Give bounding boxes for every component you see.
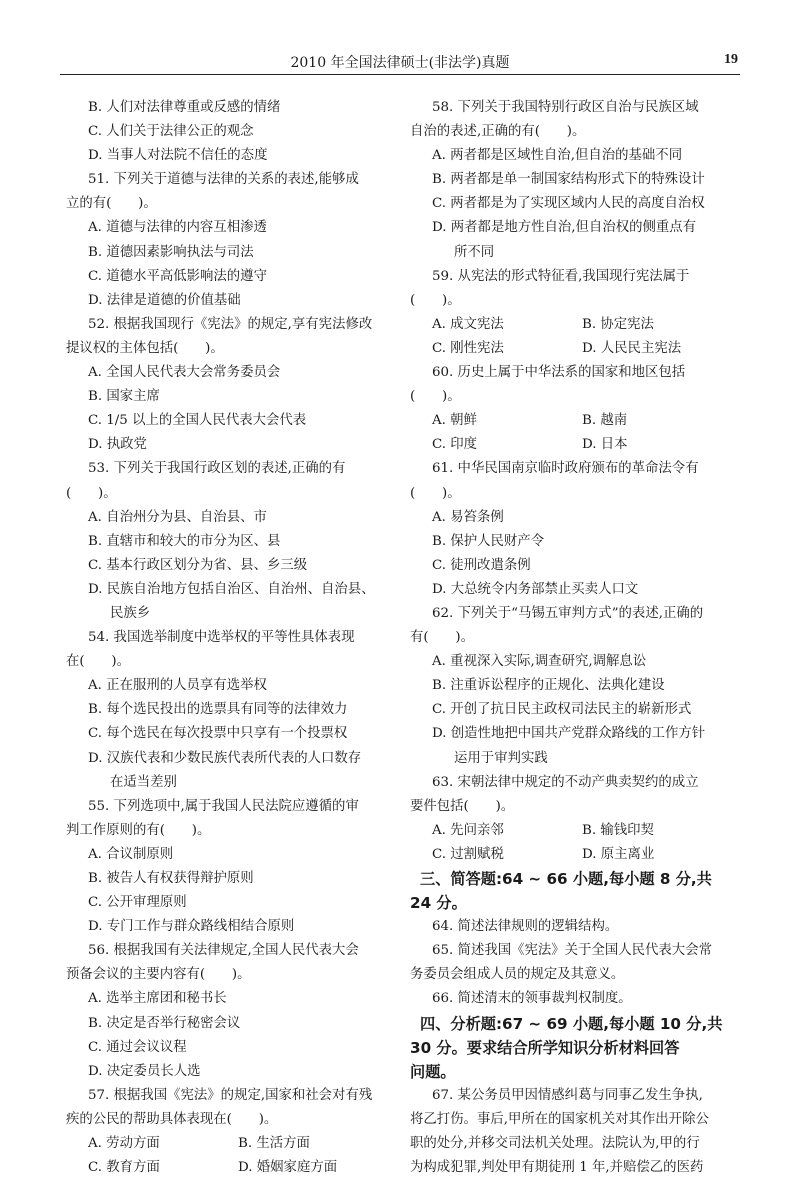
text-line [410, 843, 736, 867]
text-line: ( )。 [410, 389, 461, 405]
text-line: C. 徒刑改遣条例 [432, 557, 531, 573]
text-line: B. 两者都是单一制国家结构形式下的特殊设计 [432, 172, 705, 188]
option-text: D. 人民民主宪法 [582, 340, 682, 356]
text-line [410, 433, 736, 457]
text-line: 提议权的主体包括( )。 [66, 340, 224, 356]
text-line: C. 通过会议议程 [88, 1039, 187, 1055]
text-line: C. 人们关于法律公正的观念 [88, 124, 254, 140]
text-line: 62. 下列关于“马锡五审判方式”的表述,正确的 [432, 605, 704, 621]
text-line: A. 道德与法律的内容互相渗透 [88, 220, 267, 236]
text-line: 24 分。 [410, 894, 467, 913]
text-line: 55. 下列选项中,属于我国人民法院应遵循的审 [88, 798, 359, 814]
option-text: D. 日本 [582, 437, 628, 453]
text-line: A. 易笞条例 [432, 509, 504, 525]
text-line: C. 1/5 以上的全国人民代表大会代表 [88, 413, 307, 429]
text-line: D. 专门工作与群众路线相结合原则 [88, 919, 295, 935]
text-line: 为构成犯罪,判处甲有期徒刑 1 年,并赔偿乙的医药 [410, 1160, 704, 1176]
text-line: 疾的公民的帮助具体表现在( )。 [66, 1111, 278, 1127]
option-text: A. 朝鲜 [432, 413, 477, 429]
text-line: C. 基本行政区划分为省、县、乡三级 [88, 557, 308, 573]
text-line: D. 汉族代表和少数民族代表所代表的人口数存 [88, 750, 362, 766]
text-line: A. 合议制原则 [88, 846, 174, 862]
text-line: 52. 根据我国现行《宪法》的规定,享有宪法修改 [88, 316, 373, 332]
text-line: 51. 下列关于道德与法律的关系的表述,能够成 [88, 172, 359, 188]
text-line: A. 自治州分为县、自治县、市 [88, 509, 267, 525]
text-line: 58. 下列关于我国特别行政区自治与民族区域 [432, 100, 699, 115]
option-text: B. 协定宪法 [582, 316, 654, 332]
text-line: D. 决定委员长人选 [88, 1063, 201, 1079]
text-line: 66. 简述清末的领事裁判权制度。 [432, 991, 632, 1007]
text-line: 56. 根据我国有关法律规定,全国人民代表大会 [88, 943, 359, 959]
text-line: 64. 简述法律规则的逻辑结构。 [432, 919, 619, 935]
text-line: 有( )。 [410, 630, 475, 646]
text-line: 60. 历史上属于中华法系的国家和地区包括 [432, 365, 686, 381]
text-line: ( )。 [410, 292, 461, 308]
text-line: ( )。 [66, 485, 117, 501]
text-line: A. 选举主席团和秘书长 [88, 991, 227, 1007]
text-line: 职的处分,并移交司法机关处理。法院认为,甲的行 [410, 1136, 700, 1152]
text-line: 在适当差别 [110, 774, 177, 790]
text-line: D. 执政党 [88, 437, 147, 453]
text-line: B. 直辖市和较大的市分为区、县 [88, 533, 281, 549]
text-line: 将乙打伤。事后,甲所在的国家机关对其作出开除公 [410, 1111, 709, 1127]
option-text: B. 输钱印契 [582, 822, 654, 838]
text-line: 53. 下列关于我国行政区划的表述,正确的有 [88, 461, 346, 477]
text-line: B. 每个选民投出的选票具有同等的法律效力 [88, 702, 348, 718]
text-line: B. 决定是否举行秘密会议 [88, 1015, 241, 1031]
text-line: A. 两者都是区域性自治,但自治的基础不同 [432, 148, 683, 164]
text-line: B. 被告人有权获得辩护原则 [88, 871, 254, 886]
text-line: 要件包括( )。 [410, 798, 515, 814]
text-line: 自治的表述,正确的有( )。 [410, 124, 586, 140]
text-line: D. 大总统令内务部禁止买卖人口文 [432, 581, 639, 597]
right-column [410, 96, 736, 1180]
text-line: 预备会议的主要内容有( )。 [66, 967, 251, 983]
text-line: A. 重视深入实际,调查研究,调解息讼 [432, 654, 647, 670]
text-line: B. 道德因素影响执法与司法 [88, 244, 254, 260]
text-line: 在( )。 [66, 654, 131, 670]
option-text: C. 刚性宪法 [432, 340, 504, 356]
option-text: A. 成文宪法 [432, 316, 504, 332]
text-line [410, 819, 736, 843]
header-title: 2010 年全国法律硕士(非法学)真题 [290, 55, 510, 71]
text-line: 57. 根据我国《宪法》的规定,国家和社会对有残 [88, 1087, 373, 1103]
text-line: 61. 中华民国南京临时政府颁布的革命法令有 [432, 461, 699, 477]
text-line: 54. 我国选举制度中选举权的平等性具体表现 [88, 630, 355, 646]
text-line: 三、简答题:64 ~ 66 小题,每小题 8 分,共 [420, 870, 712, 888]
text-line: B. 注重诉讼程序的正规化、法典化建设 [432, 678, 665, 694]
text-line: 63. 宋朝法律中规定的不动产典卖契约的成立 [432, 774, 699, 790]
text-line: B. 人们对法律尊重或反感的情绪 [88, 100, 281, 115]
option-text: C. 印度 [432, 437, 478, 453]
text-line: A. 全国人民代表大会常务委员会 [88, 365, 281, 381]
text-line: 运用于审判实践 [454, 750, 548, 766]
text-line [410, 409, 736, 433]
text-line: D. 当事人对法院不信任的态度 [88, 148, 268, 164]
text-line: 立的有( )。 [66, 196, 157, 212]
option-text: B. 生活方面 [238, 1136, 310, 1152]
option-text: B. 越南 [582, 413, 628, 429]
text-line: ( )。 [410, 485, 461, 501]
text-line: 59. 从宪法的形式特征看,我国现行宪法属于 [432, 268, 690, 284]
text-line: 30 分。要求结合所学知识分析材料回答 [410, 1038, 680, 1057]
option-text: A. 先问亲邻 [432, 822, 504, 838]
text-line: 67. 某公务员甲因情感纠葛与同事乙发生争执, [432, 1087, 703, 1103]
left-column [66, 96, 392, 1180]
text-line: D. 民族自治地方包括自治区、自治州、自治县、 [88, 581, 375, 597]
text-line: 65. 简述我国《宪法》关于全国人民代表大会常 [432, 943, 712, 959]
text-line: B. 国家主席 [88, 389, 160, 405]
text-line [410, 313, 736, 337]
text-line: A. 正在服刑的人员享有选举权 [88, 678, 267, 694]
text-line: C. 开创了抗日民主政权司法民主的崭新形式 [432, 702, 692, 718]
text-line [66, 1132, 392, 1156]
text-line: 务委员会组成人员的规定及其意义。 [410, 967, 625, 983]
option-text: C. 过割赋税 [432, 846, 504, 862]
page-number: 19 [724, 52, 738, 67]
text-line: C. 每个选民在每次投票中只享有一个投票权 [88, 726, 348, 742]
text-line: B. 保护人民财产令 [432, 533, 545, 549]
text-line: C. 公开审理原则 [88, 895, 187, 911]
text-line [66, 1156, 392, 1180]
text-line: 所不同 [454, 244, 495, 260]
text-line: 问题。 [410, 1062, 456, 1081]
text-line: D. 法律是道德的价值基础 [88, 292, 241, 308]
text-line: D. 两者都是地方性自治,但自治权的侧重点有 [432, 220, 697, 236]
option-text: D. 原主离业 [582, 846, 655, 862]
text-line: C. 道德水平高低影响法的遵守 [88, 268, 267, 284]
text-line: 判工作原则的有( )。 [66, 822, 211, 838]
option-text: D. 婚姻家庭方面 [238, 1160, 338, 1176]
option-text: A. 劳动方面 [88, 1136, 160, 1152]
text-line: D. 创造性地把中国共产党群众路线的工作方针 [432, 726, 706, 742]
text-line: C. 两者都是为了实现区域内人民的高度自治权 [432, 196, 705, 212]
text-line [410, 337, 736, 361]
text-line: 四、分析题:67 ~ 69 小题,每小题 10 分,共 [420, 1014, 723, 1033]
option-text: C. 教育方面 [88, 1160, 160, 1176]
text-line: 民族乡 [110, 605, 151, 621]
running-header [60, 52, 740, 75]
